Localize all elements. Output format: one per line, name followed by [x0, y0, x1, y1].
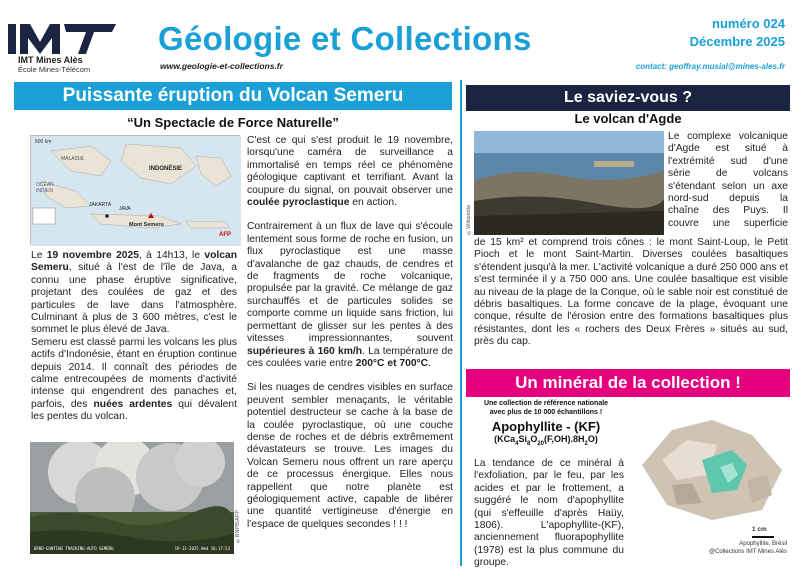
collection-ref-line2: avec plus de 10 000 échantillons !	[489, 409, 603, 416]
mineral-text: La tendance de ce minéral à l'exfoliation, par le feu, par les acides et par le frottement, a suggéré le nom d'apophyllite (qui s'effeuille d'après Haüy, 1806). L'apophyllite-(KF), anciennement fluorapophyllite (1978) est la plus commune du groupe.	[474, 458, 624, 569]
agde-photo	[474, 131, 664, 235]
right-top-banner-title: Le saviez-vous ?	[563, 89, 693, 106]
imt-logo	[8, 20, 118, 56]
header	[0, 0, 799, 80]
left-col2-p3: Si les nuages de cendres visibles en surface peuvent sembler menaçants, le véritable potentiel destructeur se cache à la base de la coulée pyroclastique, où une couche dense de roches et de débris extrêmement dévastateurs se trouve. Les images du Volcan Semeru nous offrent un rare aperçu de ce processus énergique. Elles nous rappellent que notre planète est géologiquement active, capable de libérer une quantité vertigineuse d'énergie en l'espace de quelques secondes ! ! !	[247, 382, 453, 530]
agde-line: couvre une superficie	[668, 217, 788, 229]
column-divider	[460, 80, 462, 566]
agde-photo-credit: ©Wikipédia	[466, 205, 472, 235]
mineral-banner	[466, 369, 790, 397]
agde-line: nord-sud depuis la	[668, 193, 788, 205]
left-col2-p1: C'est ce qui s'est produit le 19 novembre, lorsqu'une caméra de surveillance a immortalisé en temps réel ce phénomène géologique captivant et terrifiant. Avant la coupure du signal, on pouvait observer une coulée pyroclastique en action.	[247, 135, 453, 209]
collection-ref	[466, 399, 626, 417]
mineral-name: Apophyllite - (KF)	[491, 419, 601, 434]
agde-drawing	[474, 131, 664, 235]
scale-label: 1 cm	[752, 526, 767, 533]
map-label-semeru: Mont Semeru	[129, 222, 164, 228]
mineral-caption-1: Apophyllite, Brésil	[739, 541, 787, 547]
agde-full-text: de 15 km² et comprend trois cônes : le mont Saint-Loup, le Petit Pioch et le mont Saint-Martin. Diverses coulées basaltiques s'étendent jusqu'à la mer. L'activité volcanique a duré 250 000 ans et s'est terminée il y a 750 000 ans. Une coulée basaltique est visible au niveau de la plage de la Conque, où le sable noir est constitué de débris basaltiques. La forme concave de la plage, évoquant une conque, résulte de l'érosion entre des formations basaltiques plus résistantes, dont les « rochers des Deux Frères » situés au sud, près du cap.	[474, 237, 788, 348]
map-label-java: JAVA	[119, 206, 131, 212]
school-name: École Mines-Télécom	[18, 65, 91, 74]
newsletter-title: Géologie et Collections	[158, 20, 532, 57]
mineral-banner-title: Un minéral de la collection !	[515, 373, 741, 392]
photo-caption-right: 19-11-2025 Wed 16:17:53	[174, 546, 230, 551]
mineral-caption-2: @Collections IMT Mines Alès	[708, 549, 787, 555]
eruption-drawing	[30, 442, 234, 554]
left-banner	[14, 82, 452, 110]
left-col1-p1: Le 19 novembre 2025, à 14h13, le volcan Semeru, situé à l'est de l'île de Java, a connu une phase éruptive significative, projetant des coulées de gaz et des particules de lave dans l'atmosphère. Culminant à plus de 3 600 mètres, c'est le sommet le plus élevé de Java.	[31, 250, 237, 336]
photo-caption-left: BPBD-GUNTING TRACKING-AUTO SEMERU	[34, 546, 114, 551]
left-col1-p2: Semeru est classé parmi les volcans les plus actifs d'Indonésie, étant en éruption continue depuis 2014. Il connaît des périodes de calme entrecoupées de moments d'activité intense qui engendrent des panaches et, parfois, des nuées ardentes qui dévalent les pentes du volcan.	[31, 336, 237, 423]
map-label-malaisie: MALAISIE	[61, 156, 85, 162]
collection-ref-line1: Une collection de référence nationale	[483, 400, 609, 407]
issue-date: Décembre 2025	[689, 34, 785, 49]
agde-line: série de volcans	[668, 168, 788, 180]
website-link[interactable]: www.geologie-et-collections.fr	[160, 61, 283, 71]
map-label-indonesie: INDONÉSIE	[149, 166, 183, 172]
map-label-jakarta: JAKARTA	[89, 202, 112, 208]
agde-line: d'Agde est situé à	[668, 143, 788, 155]
agde-line: l'extrémité sud d'une	[668, 155, 788, 167]
map-credit: AFP	[219, 232, 231, 238]
left-col1-text	[31, 250, 237, 424]
mineral-drawing	[632, 405, 790, 525]
eruption-photo	[30, 442, 234, 554]
left-banner-title: Puissante éruption du Volcan Semeru	[62, 85, 404, 106]
agde-line: Le complexe volcanique	[668, 131, 788, 142]
contact-email[interactable]: contact: geoffray.musial@mines-ales.fr	[635, 62, 785, 71]
map-label-ocean: OCÉAN INDIEN	[36, 182, 54, 194]
left-col2-text	[247, 135, 453, 531]
left-subtitle: “Un Spectacle de Force Naturelle”	[127, 115, 339, 130]
right-top-banner	[466, 85, 790, 111]
java-map	[30, 135, 240, 245]
agde-subtitle: Le volcan d'Agde	[574, 111, 682, 126]
institution-name: IMT Mines Alès	[18, 55, 83, 65]
agde-wrap-text	[668, 131, 788, 230]
mineral-formula: $(KCa_4Si_8O_{20}(F,OH).8H_2O)$	[494, 434, 598, 447]
agde-line: s'étendant selon un axe	[668, 180, 788, 192]
mineral-photo	[632, 405, 790, 525]
issue-number: numéro 024	[712, 16, 785, 31]
map-scale: 500 km	[35, 139, 52, 145]
scale-bar	[752, 536, 774, 538]
agde-line: chaîne des Puys. Il	[668, 205, 788, 217]
eruption-photo-credit: ©BNPB/AFP	[235, 510, 241, 544]
left-col2-p2: Contrairement à un flux de lave qui s'écoule lentement sous forme de roche en fusion, un flux pyroclastique est une masse d'avalanche de gaz chauds, de cendres et de fragments de roche volcanique, propulsée par la gravité. Ce mélange de gaz surchauffés et de particules solides se comporte comme un liquide sans friction, lui permettant de glisser sur les pentes à des vitesses impressionnantes, souvent supérieures à 160 km/h. La température de ces coulées varie entre 200°C et 700°C.	[247, 221, 453, 369]
